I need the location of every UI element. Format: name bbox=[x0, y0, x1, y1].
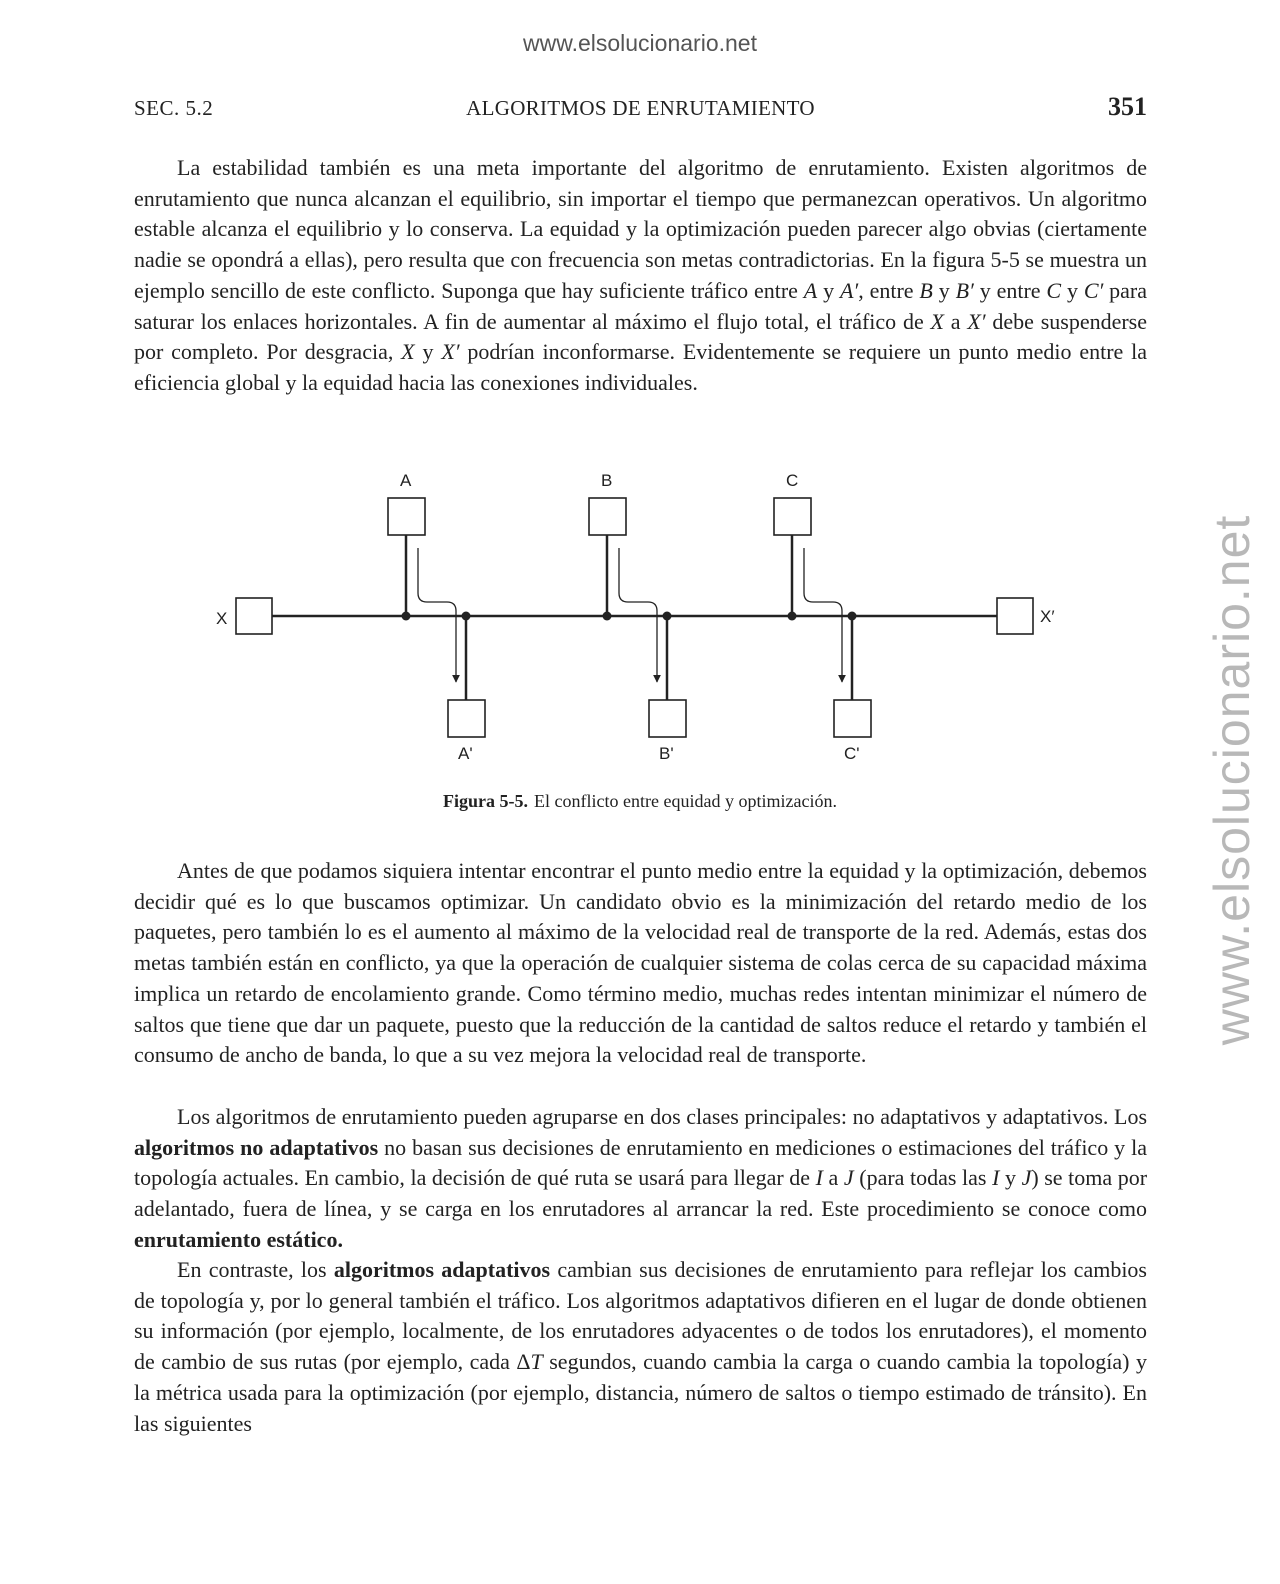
italic-symbol: T bbox=[530, 1349, 543, 1375]
figure-5-5 bbox=[0, 460, 1280, 780]
text-run: no basan sus decisiones de enrutamiento en mediciones o estimaciones del tráfico y la topología actuales. En cambio, la decisión de qué ruta se usará para llegar de bbox=[134, 1134, 1147, 1191]
text-run: debe suspenderse por completo. Por desgracia, bbox=[134, 308, 1148, 365]
text-run: Los algoritmos de enrutamiento pueden agruparse en dos clases principales: no adaptativos y adaptativos. Los bbox=[177, 1104, 1147, 1129]
text-run: y bbox=[817, 277, 840, 303]
text-run: y bbox=[1061, 277, 1084, 303]
italic-symbol: I bbox=[992, 1165, 1000, 1191]
section-number: SEC. 5.2 bbox=[134, 96, 214, 120]
text-run: y bbox=[999, 1165, 1022, 1191]
caption-text: El conflicto entre equidad y optimización. bbox=[534, 791, 837, 811]
label-b: B bbox=[601, 471, 613, 490]
bold-term: algoritmos no adaptativos bbox=[134, 1134, 379, 1160]
watermark-top: www.elsolucionario.net bbox=[523, 30, 757, 56]
page-number: 351 bbox=[1108, 92, 1147, 121]
text-run: para saturar los enlaces horizontales. A fin de aumentar al máximo el flujo total, el tráfico de bbox=[134, 277, 1148, 334]
chapter-title: ALGORITMOS DE ENRUTAMIENTO bbox=[466, 96, 815, 120]
caption-number: Figura 5-5. bbox=[443, 791, 529, 811]
italic-symbol: B bbox=[919, 277, 933, 303]
figure-caption bbox=[0, 791, 1280, 812]
label-x: X bbox=[216, 609, 228, 628]
text-run: y entre bbox=[973, 277, 1047, 303]
node-x bbox=[236, 598, 272, 634]
paragraph-optimization bbox=[134, 856, 1147, 1071]
paragraph-adaptive bbox=[134, 1255, 1147, 1439]
italic-symbol: C′ bbox=[1083, 277, 1104, 303]
text-run: y bbox=[932, 277, 956, 303]
junction-b bbox=[603, 612, 612, 621]
label-c-prime: C' bbox=[844, 744, 860, 763]
bold-term: enrutamiento estático. bbox=[134, 1226, 343, 1252]
node-b-prime bbox=[649, 700, 686, 737]
label-x-prime: X′ bbox=[1040, 607, 1055, 626]
node-x-prime bbox=[997, 598, 1033, 634]
text-run: cambian sus decisiones de enrutamiento para reflejar los cambios de topología y, por lo general también el tráfico. Los algoritmos adaptativos difieren en el lugar de donde obtienen su información (por ejemplo, localmente, de los enrutadores adyacentes o de todos los enrutadores), el momento de cambio de sus rutas (por ejemplo, cada Δ bbox=[134, 1257, 1147, 1375]
node-a bbox=[388, 498, 425, 535]
text-run: (para todas las bbox=[853, 1165, 993, 1191]
italic-symbol: J bbox=[843, 1165, 854, 1191]
text-run: ) se toma por adelantado, fuera de línea, y se carga en los enrutadores al arrancar la red. Este procedimiento se conoce como bbox=[134, 1165, 1148, 1222]
node-c-prime bbox=[834, 700, 871, 737]
text-run: a bbox=[943, 308, 968, 334]
italic-symbol: B′ bbox=[955, 277, 974, 303]
italic-symbol: X′ bbox=[441, 339, 460, 365]
italic-symbol: J bbox=[1021, 1165, 1032, 1191]
text-run: y bbox=[414, 339, 442, 365]
italic-symbol: X bbox=[401, 339, 415, 365]
text-run: podrían inconformarse. Evidentemente se requiere un punto medio entre la eficiencia global y la equidad hacia las conexiones individuales. bbox=[134, 339, 1148, 395]
italic-symbol: A′ bbox=[839, 277, 859, 303]
label-c: C bbox=[786, 471, 799, 490]
paragraph-stability bbox=[134, 153, 1147, 399]
text-run: , entre bbox=[858, 277, 920, 303]
italic-symbol: X bbox=[930, 308, 944, 334]
paragraph-nonadaptive bbox=[134, 1102, 1147, 1256]
italic-symbol: X′ bbox=[967, 308, 986, 334]
node-b bbox=[589, 498, 626, 535]
label-a: A bbox=[400, 471, 412, 490]
text-run: Antes de que podamos siquiera intentar encontrar el punto medio entre la equidad y la optimización, debemos decidir qué es lo que buscamos optimizar. Un candidato obvio es la minimización del retardo medio de los paquetes, pero también lo es el aumento al máximo de la velocidad real de transporte de la red. Además, estas dos metas también están en conflicto, ya que la operación de cualquier sistema de colas cerca de su capacidad máxima implica un retardo de encolamiento grande. Como término medio, muchas redes intentan minimizar el número de saltos que tiene que dar un paquete, puesto que la reducción de la cantidad de saltos reduce el retardo y también el consumo de ancho de banda, lo que a su vez mejora la velocidad real de transporte. bbox=[134, 858, 1147, 1068]
text-run: En contraste, los bbox=[177, 1257, 334, 1282]
junction-a bbox=[402, 612, 411, 621]
node-c bbox=[774, 498, 811, 535]
text-run: La estabilidad también es una meta importante del algoritmo de enrutamiento. Existen algoritmos de enrutamiento que nunca alcanzan el equilibrio, sin importar el tiempo que permanezcan operativos. Un algoritmo estable alcanza el equilibrio y lo conserva. La equidad y la optimización pueden parecer algo obvias (ciertamente nadie se opondrá a ellas), pero resulta que con frecuencia son metas contradictorias. En la figura 5-5 se muestra un ejemplo sencillo de este conflicto. Suponga que hay suficiente tráfico entre bbox=[134, 155, 1147, 303]
italic-symbol: I bbox=[815, 1165, 823, 1191]
text-run: segundos, cuando cambia la carga o cuando cambia la topología) y la métrica usada para la optimización (por ejemplo, distancia, número de saltos o tiempo estimado de tránsito). En las siguientes bbox=[134, 1349, 1147, 1436]
junction-c bbox=[788, 612, 797, 621]
italic-symbol: A bbox=[803, 277, 818, 303]
running-head bbox=[134, 92, 1147, 124]
watermark-side: www.elsolucionario.net bbox=[1204, 514, 1260, 1046]
node-a-prime bbox=[448, 700, 485, 737]
text-run: a bbox=[822, 1165, 844, 1191]
network-diagram bbox=[0, 460, 1280, 780]
label-b-prime: B' bbox=[659, 744, 674, 763]
italic-symbol: C bbox=[1046, 277, 1062, 303]
label-a-prime: A' bbox=[458, 744, 473, 763]
bold-term: algoritmos adaptativos bbox=[333, 1257, 551, 1282]
